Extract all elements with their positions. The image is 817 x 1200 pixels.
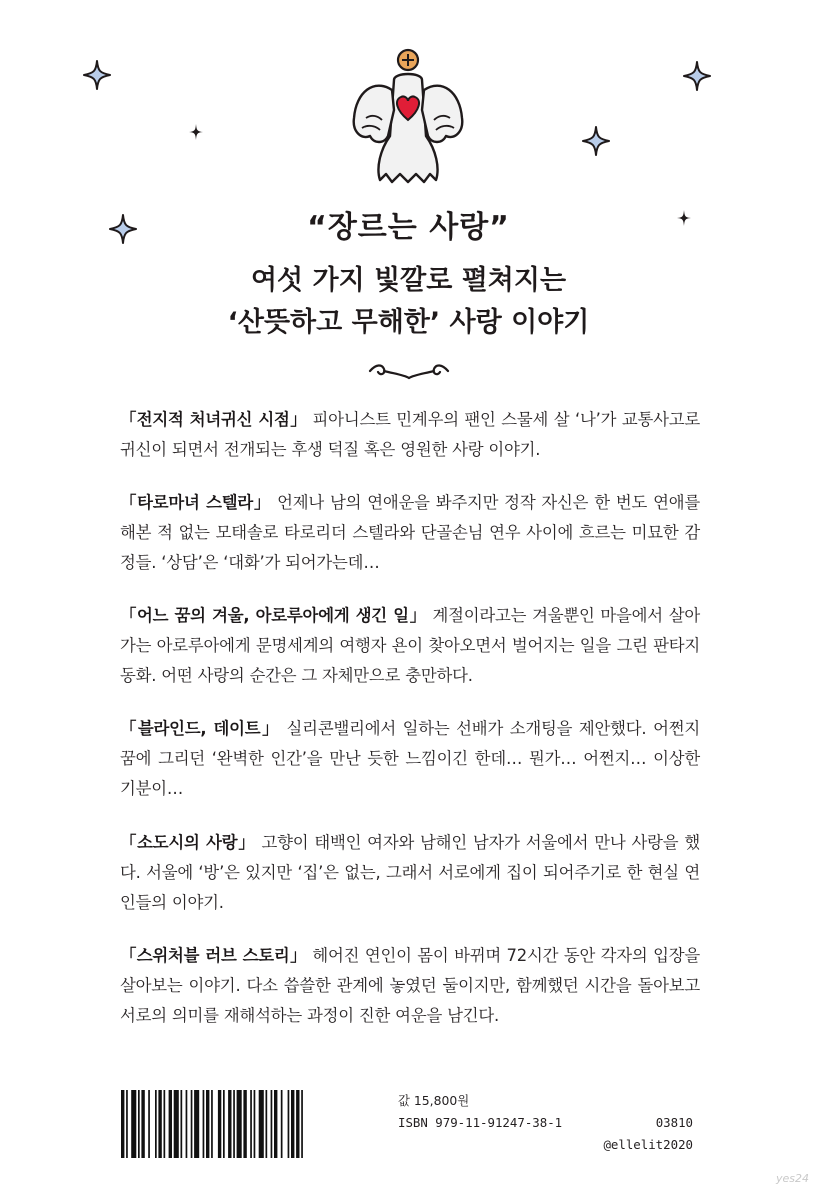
star-icon xyxy=(83,60,111,90)
barcode-bar xyxy=(148,1090,150,1158)
barcode-bar xyxy=(301,1090,303,1158)
barcode-bar xyxy=(186,1090,188,1158)
subtitle-line-2: ‘산뜻하고 무해한’ 사랑 이야기 xyxy=(227,307,590,338)
story-text: 헤어진 연인이 몸이 바뀌며 72시간 동안 각자의 입장을 살아보는 이야기. 다소 씁쓸한 관계에 놓였던 둘이지만, 함께했던 시간을 돌아보고 서로의 의미를 재해석하는 과정이 진한 여운을 남긴다. xyxy=(120,946,700,1025)
barcode-bar xyxy=(181,1090,183,1158)
barcode-bar xyxy=(174,1090,179,1158)
barcode-bar xyxy=(233,1090,235,1158)
ornament-divider xyxy=(366,360,452,382)
barcode-bar xyxy=(155,1090,157,1158)
story-blurb xyxy=(120,405,700,465)
barcode-bar xyxy=(138,1090,140,1158)
barcode-bar xyxy=(228,1090,231,1158)
barcode-bar xyxy=(141,1090,144,1158)
barcode-bar xyxy=(223,1090,225,1158)
isbn: ISBN 979-11-91247-38-1 xyxy=(398,1115,563,1130)
barcode-bar xyxy=(243,1090,246,1158)
barcode-bar xyxy=(218,1090,221,1158)
price-block xyxy=(398,1090,693,1156)
barcode-bar xyxy=(274,1090,277,1158)
barcode-bar xyxy=(271,1090,273,1158)
barcode-bar xyxy=(288,1090,290,1158)
story-title: 「스위처블 러브 스토리」 xyxy=(120,946,307,965)
story-text: 언제나 남의 연애운을 봐주지만 정작 자신은 한 번도 연애를 해본 적 없는 모태솔로 타로리더 스텔라와 단골손님 연우 사이에 흐르는 미묘한 감정들. ‘상담’은 ‘대화’가 되어가는데… xyxy=(120,493,700,572)
tagline: “장르는 사랑” xyxy=(307,210,510,245)
barcode-bar xyxy=(164,1090,166,1158)
story-blurb xyxy=(120,714,700,804)
price: 값 15,800원 xyxy=(398,1093,470,1108)
watermark: yes24 xyxy=(776,1172,810,1185)
story-text: 고향이 태백인 여자와 남해인 남자가 서울에서 만나 사랑을 했다. 서울에 ‘방’은 있지만 ‘집’은 없는, 그래서 서로에게 집이 되어주기로 한 현실 연인들의 이야기. xyxy=(120,833,700,912)
story-blurb xyxy=(120,941,700,1031)
barcode-bar xyxy=(158,1090,161,1158)
classification-code: 03810 xyxy=(655,1115,693,1130)
star-icon xyxy=(582,126,610,156)
barcode-bar xyxy=(254,1090,256,1158)
barcode-bar xyxy=(281,1090,283,1158)
barcode-bar xyxy=(211,1090,213,1158)
barcode-bar xyxy=(291,1090,294,1158)
barcode-bar xyxy=(169,1090,172,1158)
star-icon xyxy=(683,61,711,91)
barcode-bar xyxy=(250,1090,252,1158)
story-text: 실리콘밸리에서 일하는 선배가 소개팅을 제안했다. 어쩐지 꿈에 그리던 ‘완벽한 인간’을 만난 듯한 느낌이긴 한데… 뭔가… 어쩐지… 이상한 기분이… xyxy=(120,719,700,798)
subtitle-line-1: 여섯 가지 빛깔로 펼쳐지는 xyxy=(250,265,567,296)
publisher-handle: @ellelit2020 xyxy=(603,1137,693,1152)
angel-icon xyxy=(344,40,472,190)
star-icon xyxy=(189,124,203,140)
barcode-bar xyxy=(259,1090,264,1158)
barcode-bar xyxy=(126,1090,128,1158)
story-blurb xyxy=(120,828,700,918)
barcode-bar xyxy=(121,1090,124,1158)
story-title: 「전지적 처녀귀신 시점」 xyxy=(120,410,307,429)
story-title: 「타로마녀 스텔라」 xyxy=(120,493,272,512)
story-text: 계절이라고는 겨울뿐인 마을에서 살아가는 아로루아에게 문명세계의 여행자 욘이 찾아오면서 벌어지는 일을 그린 판타지 동화. 어떤 사랑의 순간은 그 자체만으로 충만하다. xyxy=(120,606,700,685)
barcode-bar xyxy=(237,1090,242,1158)
barcode-bar xyxy=(296,1090,299,1158)
story-title: 「블라인드, 데이트」 xyxy=(120,719,280,738)
story-blurb xyxy=(120,601,700,691)
barcode-bar xyxy=(266,1090,268,1158)
barcode-bar xyxy=(131,1090,136,1158)
barcode-bar xyxy=(206,1090,209,1158)
story-title: 「소도시의 사랑」 xyxy=(120,833,256,852)
story-text: 피아니스트 민계우의 팬인 스물세 살 ‘나’가 교통사고로 귀신이 되면서 전개되는 후생 덕질 혹은 영원한 사랑 이야기. xyxy=(120,410,701,459)
barcode-bar xyxy=(194,1090,199,1158)
story-title: 「어느 꿈의 겨울, 아로루아에게 생긴 일」 xyxy=(120,606,427,625)
story-blurb xyxy=(120,488,700,578)
barcode-bar xyxy=(191,1090,193,1158)
barcode xyxy=(119,1090,369,1158)
barcode-bar xyxy=(203,1090,205,1158)
